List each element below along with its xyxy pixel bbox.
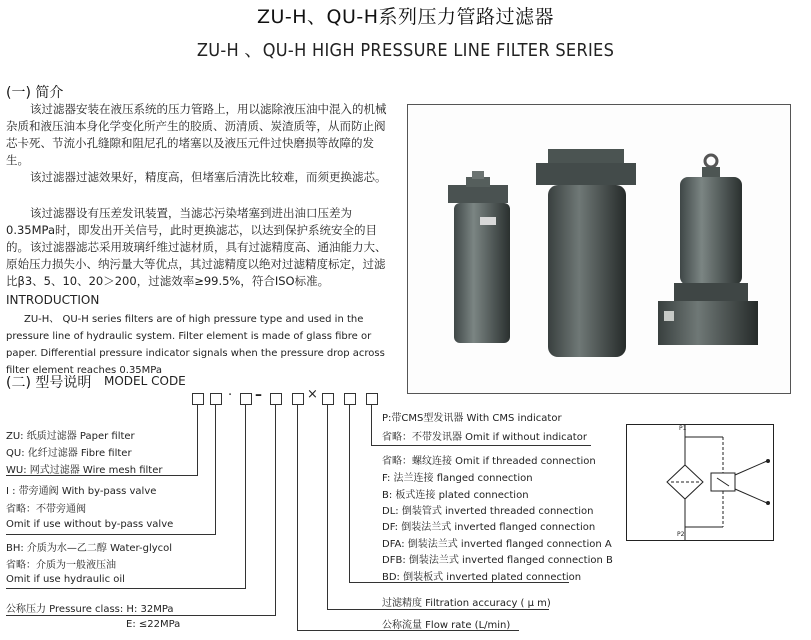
intro-para-1: 该过滤器安装在液压系统的压力管路上，用以滤除液压油中混入的机械杂质和液压油本身化学变化所产生的胶质、沥清质、炭渣质等，从而防止阀芯卡死、节流小孔缝隙和阻尼孔的堵塞以及液压元件过快磨损等故障的发生。 — [6, 102, 387, 167]
intro-en-text: ZU-H、 QU-H series filters are of high pressure type and used in the pressure line of hydraulic system. Filter element is made of glass fibre or paper. Differential pressure indicator signals when the pressure drop across filter element reaches 0.35MPa — [6, 314, 385, 376]
filter-type-qu: QU: 化纤过滤器 Fibre filter — [6, 448, 132, 459]
indicator-with: P:带CMS型发讯器 With CMS indicator — [382, 413, 562, 424]
filter-photo-image — [408, 105, 790, 393]
medium-omit-cn: 省略：介质为一般液压油 — [6, 560, 116, 571]
leader-filter-type — [197, 405, 198, 475]
code-box-indicator — [366, 393, 378, 405]
intro-heading: (一) 简介 — [6, 85, 64, 101]
connection-threaded: 省略：螺纹连接 Omit if threaded connection — [382, 456, 596, 467]
code-separator-x: × — [307, 387, 318, 402]
code-separator-dash: – — [255, 387, 262, 403]
page-title-en: ZU-H 、QU-H HIGH PRESSURE LINE FILTER SERIES — [196, 40, 615, 61]
page-title-cn: ZU-H、QU-H系列压力管路过滤器 — [256, 6, 555, 28]
connection-dfa: DFA: 倒装法兰式 inverted flanged connection A — [382, 539, 612, 550]
filter-type-wu: WU: 网式过滤器 Wire mesh filter — [6, 465, 163, 476]
leader-pressure — [275, 405, 276, 615]
leader-accuracy — [327, 405, 328, 609]
leader-medium-h — [6, 588, 246, 589]
intro-para-2: 该过滤器过滤效果好，精度高，但堵塞后清洗比较难，而须更换滤芯。 — [30, 170, 387, 184]
indicator-omit: 省略：不带发讯器 Omit if without indicator — [382, 432, 587, 443]
intro-para-3: 该过滤器设有压差发讯装置，当滤芯污染堵塞到进出油口压差为0.35MPa时，即发出开关信号，此时更换滤芯，以达到保护系统安全的目的。 — [6, 206, 377, 254]
bypass-omit-en: Omit if use without by-pass valve — [6, 519, 174, 530]
code-box-accuracy — [322, 393, 334, 405]
connection-df: DF: 倒装法兰式 inverted flanged connection — [382, 522, 596, 533]
schematic-p2: P2 — [677, 531, 685, 538]
leader-bypass-h — [6, 534, 216, 535]
schematic-p1: P1 — [679, 425, 687, 432]
leader-accuracy-h — [327, 609, 549, 610]
leader-connection — [349, 405, 350, 582]
code-box-medium — [240, 393, 252, 405]
code-box-connection — [344, 393, 356, 405]
hydraulic-schematic — [626, 424, 774, 541]
connection-flanged: F: 法兰连接 flanged connection — [382, 473, 533, 484]
pressure-class-h: 公称压力 Pressure class: H: 32MPa — [6, 604, 174, 615]
intro-en-heading: INTRODUCTION — [6, 293, 100, 307]
leader-flow — [297, 405, 298, 630]
product-photo — [407, 104, 791, 394]
model-code-heading: (二) 型号说明 — [6, 375, 92, 391]
leader-pressure-h — [6, 615, 276, 616]
code-separator-dot: · — [228, 388, 233, 403]
filtration-accuracy: 过滤精度 Filtration accuracy ( μ m) — [382, 598, 551, 609]
code-box-filter-type — [192, 393, 204, 405]
model-code-heading-en: MODEL CODE — [104, 374, 186, 388]
bypass-with: I : 带旁通阀 With by-pass valve — [6, 486, 157, 497]
schematic-drawing — [627, 425, 773, 540]
code-box-bypass — [210, 393, 222, 405]
pressure-class-e: E: ≤22MPa — [126, 619, 181, 630]
code-box-flow — [292, 393, 304, 405]
bypass-omit-cn: 省略：不带旁通阀 — [6, 504, 86, 515]
filter-type-zu: ZU: 纸质过滤器 Paper filter — [6, 431, 135, 442]
leader-medium — [245, 405, 246, 588]
code-box-pressure — [270, 393, 282, 405]
connection-dfb: DFB: 倒装法兰式 inverted flanged connection B — [382, 555, 613, 566]
leader-indicator — [371, 405, 372, 445]
medium-omit-en: Omit if use hydraulic oil — [6, 574, 125, 585]
intro-para-4: 该过滤器滤芯采用玻璃纤维过滤材质，具有过滤精度高、通油能力大、原始压力损失小、纳污量大等优点，其过滤精度以绝对过滤精度标定，过滤比β3、5、10、20＞200，过滤效率≥99.5%，符合ISO标准。 — [6, 240, 387, 288]
medium-water-glycol: BH: 介质为水—乙二醇 Water-glycol — [6, 543, 173, 554]
leader-bypass — [215, 405, 216, 534]
connection-plated: B: 板式连接 plated connection — [382, 490, 529, 501]
connection-bd: BD: 倒装板式 inverted plated connection — [382, 572, 582, 583]
connection-dl: DL: 倒装管式 inverted threaded connection — [382, 506, 594, 517]
leader-indicator-h — [371, 445, 591, 446]
flow-rate: 公称流量 Flow rate (L/min) — [382, 620, 511, 631]
